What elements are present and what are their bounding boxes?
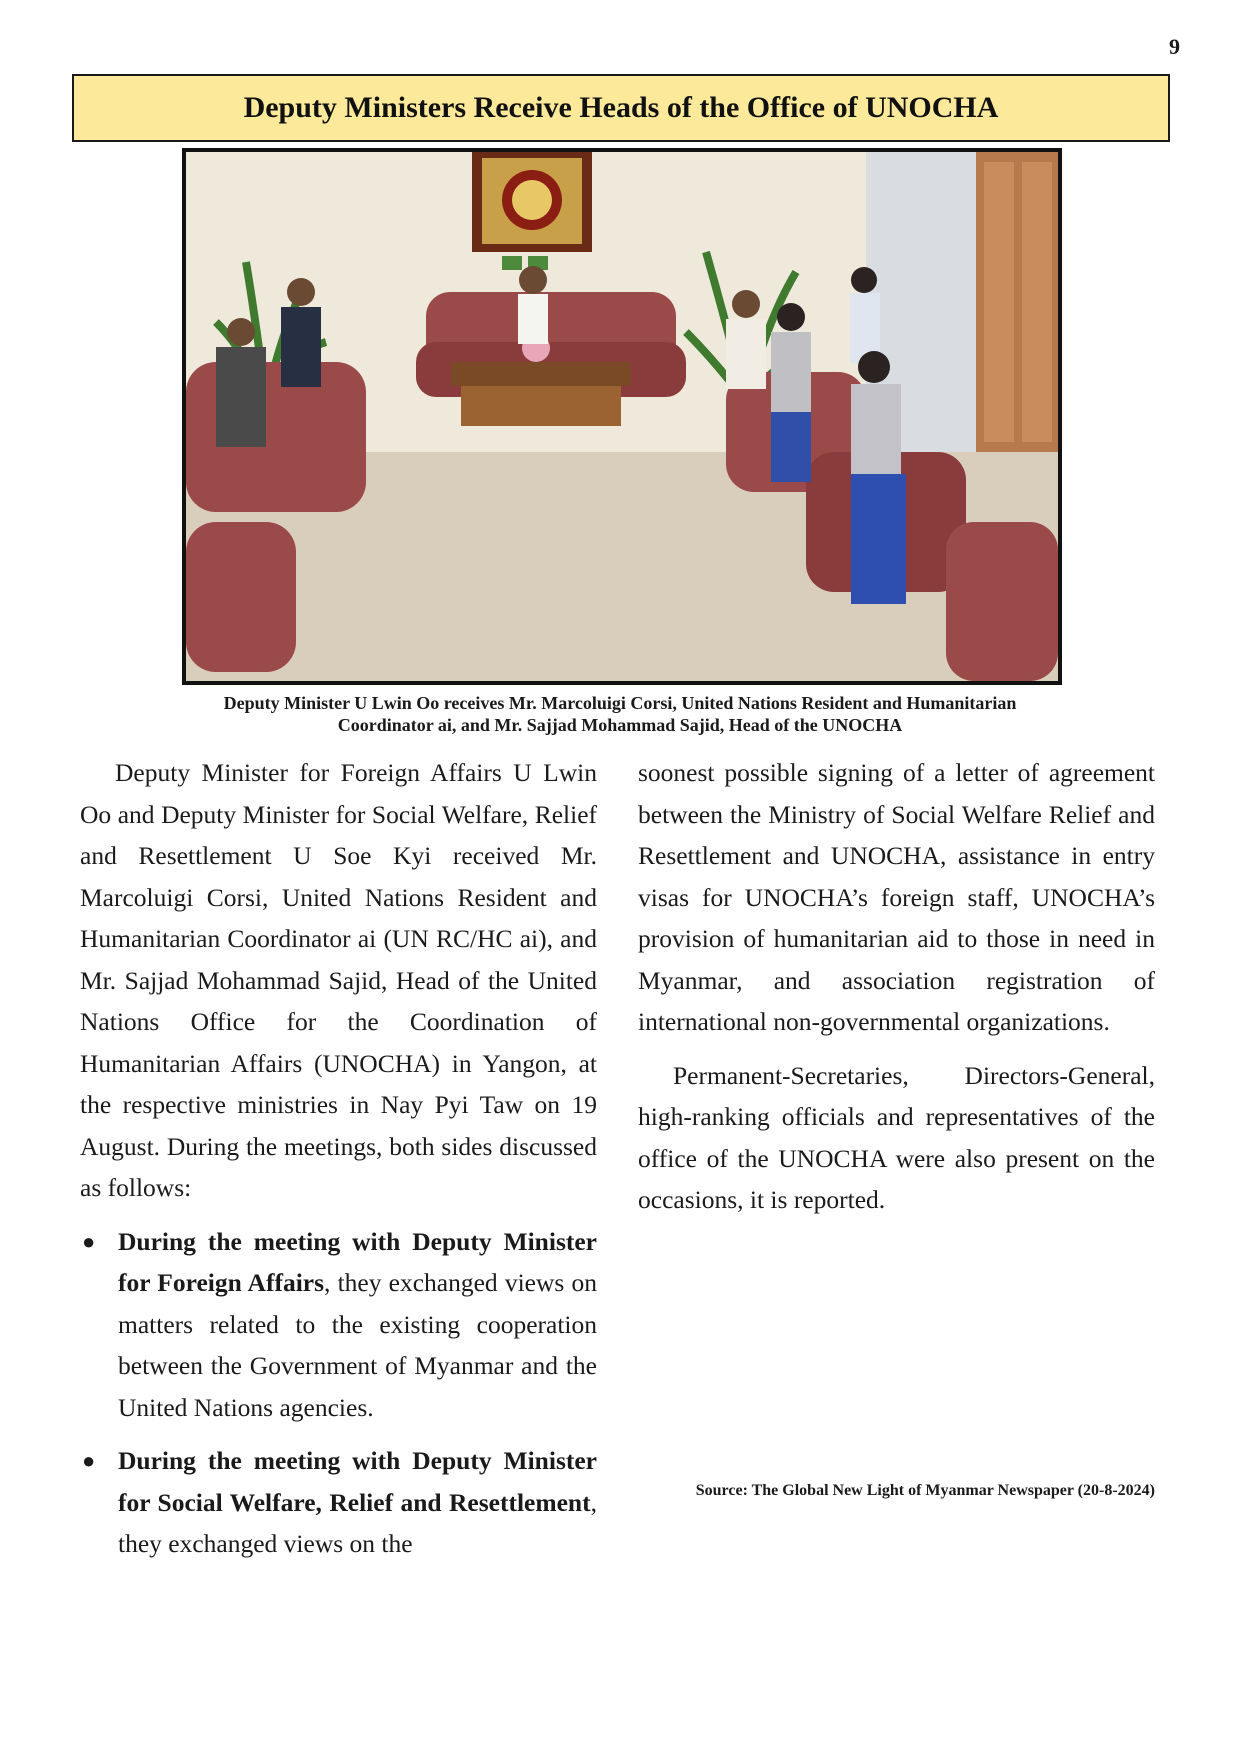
- bullet-dot-icon: ●: [82, 1448, 96, 1473]
- caption-line-1: Deputy Minister U Lwin Oo receives Mr. Marcoluigi Corsi, United Nations Resident and Humanitarian: [223, 693, 1017, 713]
- bullet-foreign-affairs-heading: During the meeting with Deputy Minister for Foreign Affairs: [118, 1226, 597, 1297]
- photo-caption: [120, 692, 1120, 736]
- bullet-foreign-affairs: [80, 1221, 597, 1429]
- caption-line-2: Coordinator ai, and Mr. Sajjad Mohammad Sajid, Head of the UNOCHA: [337, 715, 903, 735]
- article-title: Deputy Ministers Receive Heads of the Office of UNOCHA: [243, 91, 999, 124]
- article-intro-paragraph: Deputy Minister for Foreign Affairs U Lwin Oo and Deputy Minister for Social Welfare, Relief and Resettlement U Soe Kyi received Mr. Marcoluigi Corsi, United Nations Resident and Humanitarian Coordinator ai (UN RC/HC ai), and Mr. Sajjad Mohammad Sajid, Head of the United Nations Office for the Coordination of Humanitarian Affairs (UNOCHA) in Yangon, at the respective ministries in Nay Pyi Taw on 19 August. During the meetings, both sides discussed as follows:: [80, 758, 597, 1202]
- source-credit: Source: The Global New Light of Myanmar Newspaper (20-8-2024): [695, 1482, 1155, 1499]
- bullet-social-welfare-continuation: soonest possible signing of a letter of agreement between the Ministry of Social Welfare Relief and Resettlement and UNOCHA, assistance in entry visas for UNOCHA’s foreign staff, UNOCHA’s provision of humanitarian aid to those in need in Myanmar, and association registration of international non-governmental organizations.: [638, 758, 1155, 1036]
- bullet-social-welfare-heading: During the meeting with Deputy Minister for Social Welfare, Relief and Resettlement: [118, 1446, 597, 1517]
- article-column-left: [80, 752, 597, 1577]
- meeting-photo: [182, 148, 1062, 685]
- page-number: 9: [1169, 34, 1180, 59]
- closing-paragraph: Permanent-Secretaries, Directors-General, high-ranking officials and representatives of the office of the UNOCHA were also present on the occasions, it is reported.: [638, 1060, 1155, 1214]
- bullet-social-welfare-text-start: , they exchanged views on the: [118, 1487, 597, 1558]
- article-title-banner: [72, 74, 1170, 142]
- article-column-right: [638, 752, 1155, 1221]
- meeting-photo-illustration: [186, 152, 1058, 681]
- bullet-foreign-affairs-text: , they exchanged views on matters related to the existing cooperation between the Government of Myanmar and the United Nations agencies.: [118, 1268, 598, 1422]
- bullet-dot-icon: ●: [82, 1228, 96, 1254]
- discussion-bullet-list: [80, 1221, 597, 1565]
- bullet-social-welfare: [80, 1440, 597, 1565]
